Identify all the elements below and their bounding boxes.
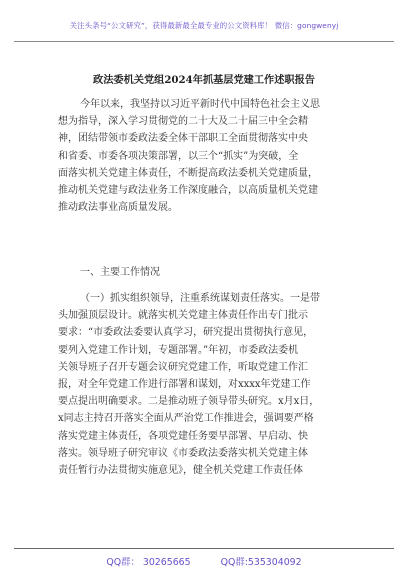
paragraph-line: （一）抓实组织领导，注重系统谋划责任落实。一是带 xyxy=(80,293,320,304)
paragraph-line: 报，对全年党建工作进行部署和谋划，对xxxx年党建工作 xyxy=(58,378,311,390)
section-heading-text: 一、主要工作情况 xyxy=(80,267,160,278)
paragraph-section1 xyxy=(58,290,348,479)
footer-divider xyxy=(14,548,394,549)
paragraph-line: 要求：“市委政法委要认真学习，研究提出贯彻执行意见， xyxy=(58,327,314,339)
footer-qq-group-2: QQ群:535304092 xyxy=(220,557,302,568)
paragraph-line: 神，团结带领市委政法委全体干部职工全面贯彻落实中央 xyxy=(58,133,308,145)
header-divider xyxy=(14,41,394,42)
paragraph-line: 关领导班子召开专题会议研究党建工作，听取党建工作汇 xyxy=(58,361,308,373)
paragraph-line: 要点提出明确要求。二是推动班子领导带头研究。x月x日， xyxy=(58,396,320,408)
paragraph-line: 要列入党建工作计划，专题部署。”年初，市委政法委机 xyxy=(58,344,299,356)
document-title: 政法委机关党组2024年抓基层党建工作述职报告 xyxy=(93,74,315,86)
paragraph-line: 和省委、市委各项决策部署，以三个“抓实”为突破，全 xyxy=(58,150,299,162)
paragraph-line: 落实党建主体责任，各项党建任务要早部署、早启动、快 xyxy=(58,430,308,442)
paragraph-line: 落实。领导班子研究审议《市委政法委落实机关党建主体 xyxy=(58,447,308,459)
footer-qq-group-1: QQ群： 30265665 xyxy=(106,557,191,568)
paragraph-line: 面落实机关党建主体责任，不断提高政法委机关党建质量， xyxy=(58,167,318,179)
paragraph-line: 推动政法事业高质量发展。 xyxy=(58,202,178,214)
paragraph-line: 头加强顶层设计。就落实机关党建主体责任作出专门批示 xyxy=(58,310,308,322)
paragraph-line: 今年以来，我坚持以习近平新时代中国特色社会主义思 xyxy=(80,99,320,110)
footer-contact xyxy=(0,554,408,568)
paragraph-line: 想为指导，深入学习贯彻党的二十大及二十届三中全会精 xyxy=(58,116,308,128)
paragraph-line: 责任暂行办法贯彻实施意见》，健全机关党建工作责任体 xyxy=(58,464,303,476)
header-banner: 关注头条号“公文研究”，获得最新最全最专业的公文资料库！ 微信：gongwenyj xyxy=(69,21,339,30)
section-heading xyxy=(58,264,348,281)
paragraph-intro xyxy=(58,96,348,216)
paragraph-line: x同志主持召开落实全面从严治党工作推进会，强调要严格 xyxy=(58,413,314,425)
paragraph-line: 推动机关党建与政法业务工作深度融合，以高质量机关党建 xyxy=(58,184,318,196)
